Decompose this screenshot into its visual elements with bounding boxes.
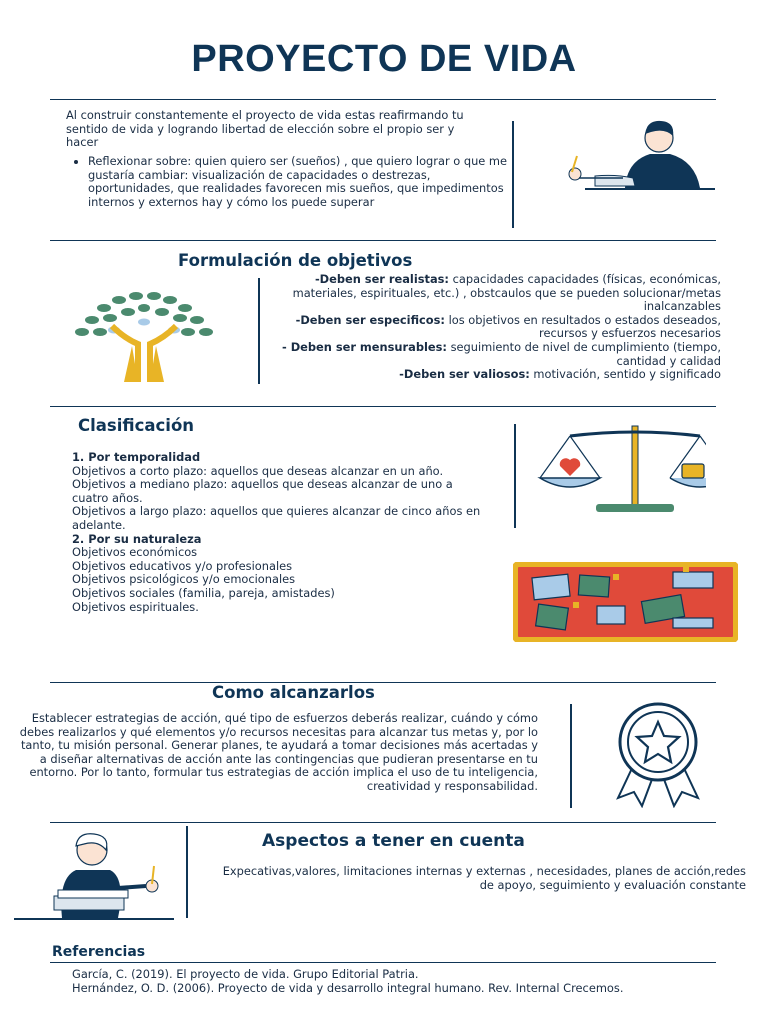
divider xyxy=(50,240,716,241)
divider xyxy=(50,406,716,407)
person-writing-illustration xyxy=(14,826,174,926)
objetivo-text: motivación, sentido y significado xyxy=(529,367,721,382)
objetivo-label: - Deben ser mensurables: xyxy=(282,339,447,354)
intro-bullet: • Reflexionar sobre: quien quiero ser (sueños) , que quiero lograr o que me gustaría cambiar: visualización de capacidades o destrezas, oportunidades, que realidades favorecen mis sueños, que impedimentos internos y externos hay y cómo los puede superar xyxy=(88,155,508,209)
divider xyxy=(50,822,716,823)
clasificacion-content xyxy=(72,451,482,614)
divider xyxy=(50,682,716,683)
group-item: Objetivos educativos y/o profesionales xyxy=(72,558,293,573)
divider-vertical xyxy=(258,278,260,384)
group-item: Objetivos espirituales. xyxy=(72,599,199,614)
divider-vertical xyxy=(570,704,572,808)
divider xyxy=(50,962,716,963)
objetivo-realistas xyxy=(266,273,721,314)
alcanzarlos-text: Establecer estrategias de acción, qué tipo de esfuerzos deberás realizar, cuándo y cómo debes realizarlos y qué elementos y/o recursos necesitas para alcanzar tus metas y, por lo tanto, tu misión personal. Generar planes, te ayudará a tomar decisiones más acertadas y a diseñar alternativas de acción ante las contingencias que pudieran presentarse en tu entorno. Por lo tanto, formular tus estrategias de acción implica el uso de tu inteligencia, creatividad y responsabilidad. xyxy=(19,711,538,793)
objetivo-label: -Deben ser especificos: xyxy=(295,312,445,327)
objetivo-text: los objetivos en resultados o estados deseados, recursos y esfuerzos necesarios xyxy=(444,312,721,341)
award-badge-icon xyxy=(600,700,716,808)
objetivo-text: seguimiento de nivel de cumplimiento (tiempo, cantidad y calidad xyxy=(446,339,721,368)
person-writing-illustration xyxy=(555,116,720,196)
divider-vertical xyxy=(186,826,188,918)
group-title: 2. Por su naturaleza xyxy=(72,531,202,546)
objetivo-especificos xyxy=(266,314,721,341)
referencias-heading: Referencias xyxy=(52,944,146,960)
group-item: Objetivos a mediano plazo: aquellos que deseas alcanzar de uno a cuatro años. xyxy=(72,477,453,505)
clasificacion-heading: Clasificación xyxy=(78,416,195,435)
group-item: Objetivos económicos xyxy=(72,545,198,560)
intro-paragraph: Al construir constantemente el proyecto de vida estas reafirmando tu sentido de vida y logrando libertad de elección sobre el propio ser y hacer xyxy=(66,108,464,150)
balance-scale-icon xyxy=(536,424,706,514)
aspectos-text: Expecativas,valores, limitaciones internas y externas , necesidades, planes de acción,redes de apoyo, seguimiento y evaluación constante xyxy=(222,864,746,892)
page-title: PROYECTO DE VIDA xyxy=(191,38,577,80)
divider xyxy=(50,99,716,100)
reference-item: García, C. (2019). El proyecto de vida. Grupo Editorial Patria. xyxy=(72,967,419,981)
group-title: 1. Por temporalidad xyxy=(72,450,201,464)
reference-item: Hernández, O. D. (2006). Proyecto de vida y desarrollo integral humano. Rev. Internal Crecemos. xyxy=(72,980,624,995)
group-item: Objetivos a corto plazo: aquellos que deseas alcanzar en un año. xyxy=(72,463,444,478)
tree-hands-icon xyxy=(64,286,224,386)
group-item: Objetivos a largo plazo: aquellos que quieres alcanzar de cinco años en adelante. xyxy=(72,504,481,532)
divider-vertical xyxy=(514,424,516,528)
objetivo-label: -Deben ser valiosos: xyxy=(399,367,530,382)
objetivo-valiosos xyxy=(266,368,721,382)
group-item: Objetivos psicológicos y/o emocionales xyxy=(72,572,296,587)
objetivo-text: capacidades capacidades (físicas, económicas, materiales, espirituales, etc.) , obstcaulos que se pueden solucionar/metas inalcanzables xyxy=(292,272,721,314)
referencias-list xyxy=(72,968,692,995)
objetivos-list xyxy=(266,273,721,382)
objetivos-heading: Formulación de objetivos xyxy=(178,251,413,270)
intro-list xyxy=(70,155,508,209)
divider-vertical xyxy=(512,121,514,228)
alcanzarlos-heading: Como alcanzarlos xyxy=(212,683,375,702)
objetivo-mensurables xyxy=(266,341,721,368)
group-item: Objetivos sociales (familia, pareja, amistades) xyxy=(72,585,335,600)
objetivo-label: -Deben ser realistas: xyxy=(314,272,449,286)
aspectos-heading: Aspectos a tener en cuenta xyxy=(262,831,525,851)
vision-board-icon xyxy=(513,562,738,642)
